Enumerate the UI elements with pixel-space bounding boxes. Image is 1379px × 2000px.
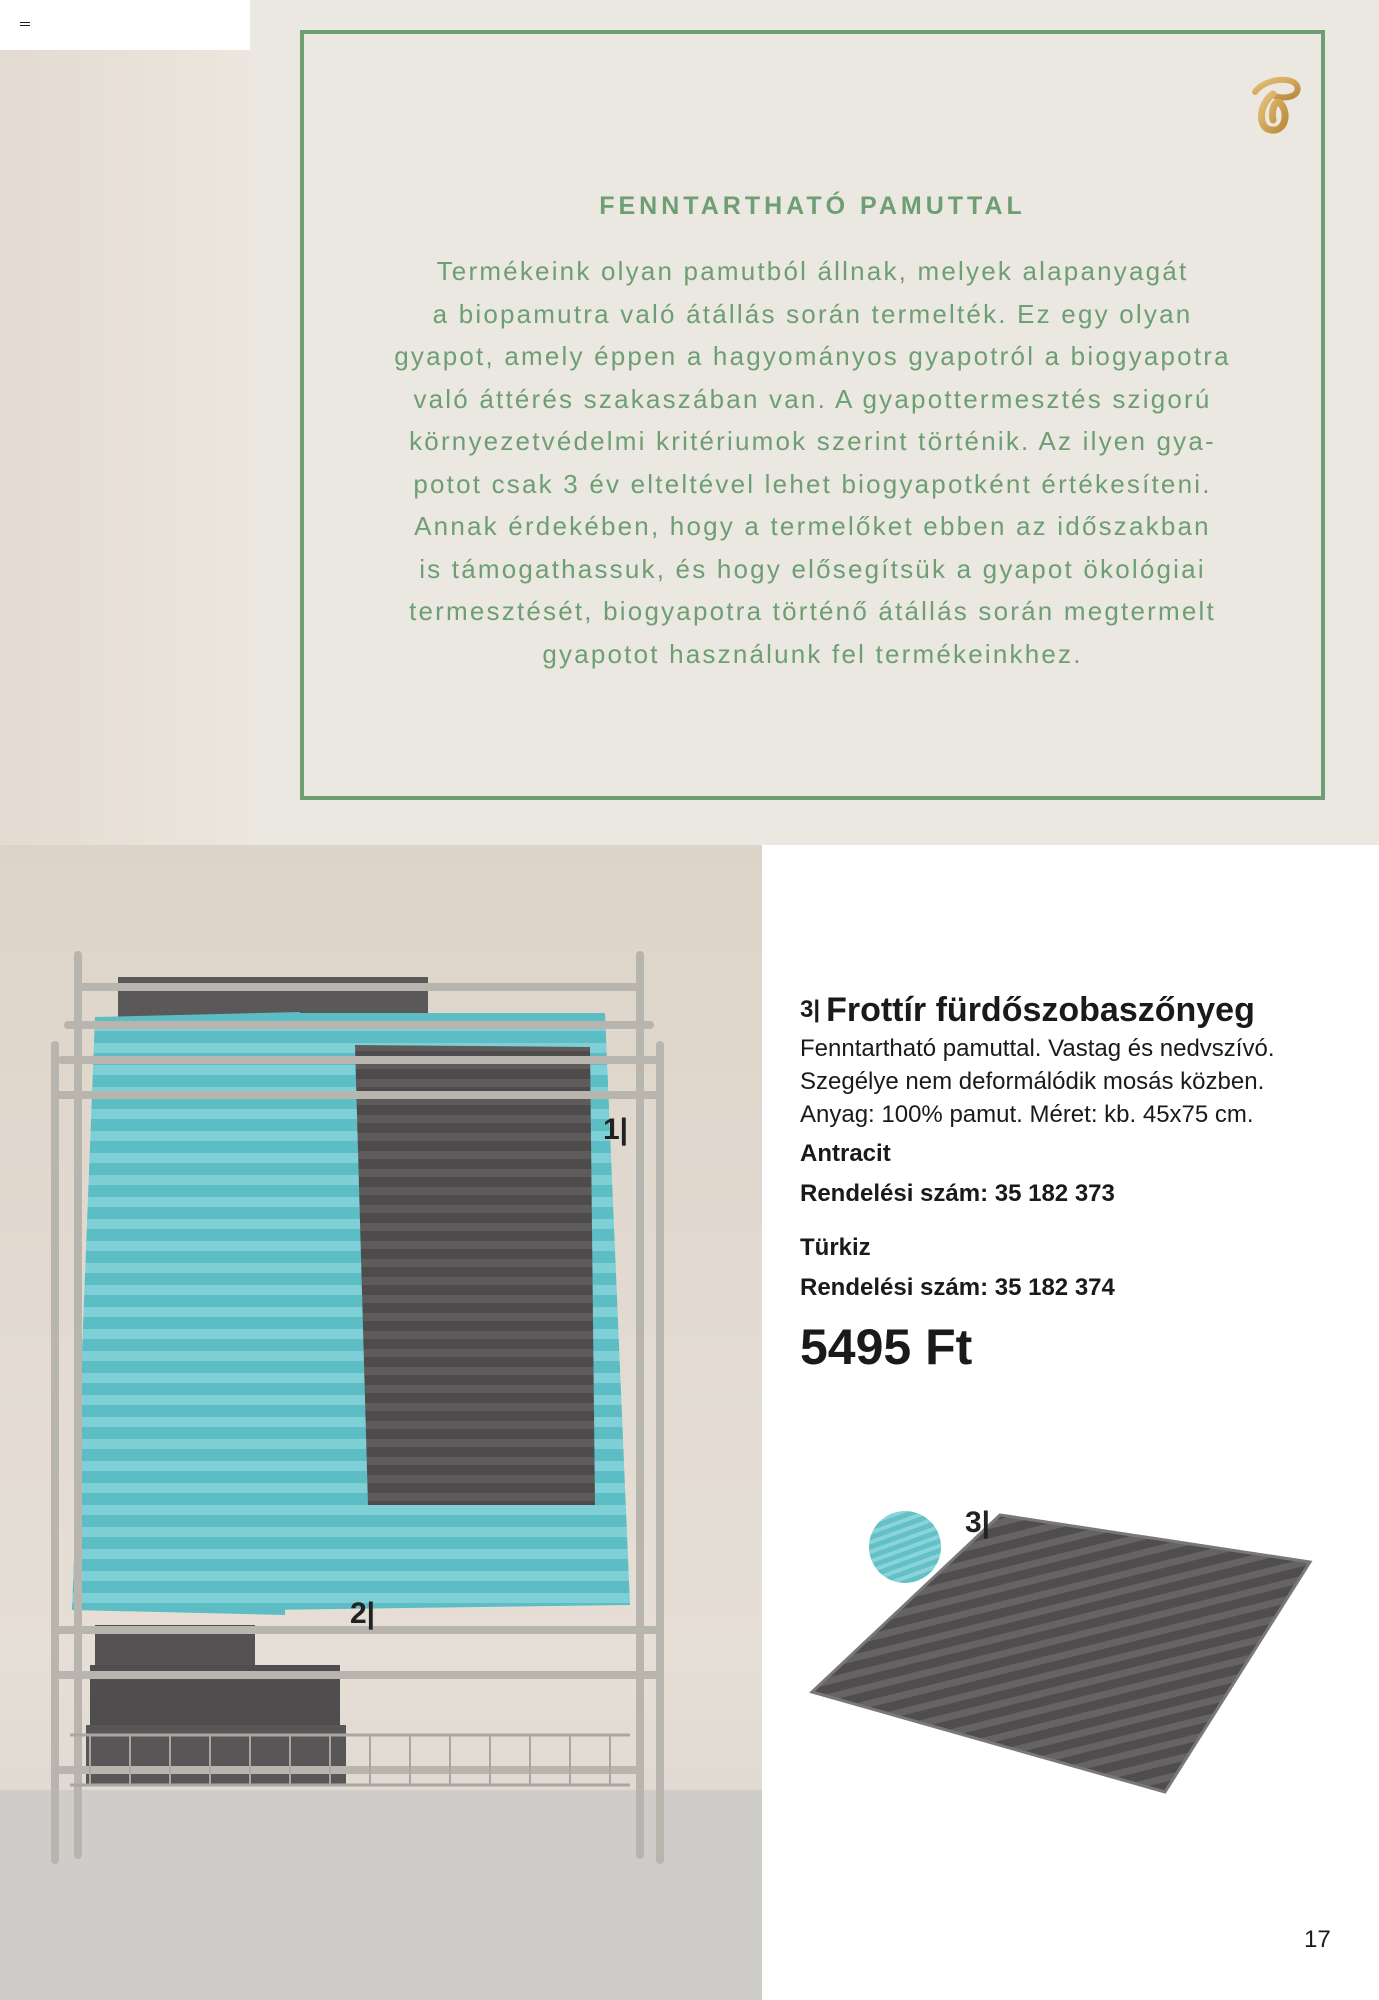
- variant-color: Antracit: [800, 1140, 891, 1167]
- variant-color: Türkiz: [800, 1234, 871, 1261]
- info-line: termesztését, biogyapotra történő átállás során megtermelt: [409, 596, 1216, 626]
- info-line: környezetvédelmi kritériumok szerint történik. Az ilyen gya-: [409, 426, 1216, 456]
- product-number: 3|: [800, 996, 821, 1023]
- info-line: a biopamutra való átállás során termelték. Ez egy olyan: [432, 298, 1193, 329]
- top-strip: [0, 0, 250, 50]
- info-line: Termékeink olyan pamutból állnak, melyek alapanyagát: [436, 256, 1189, 286]
- desc-line: Anyag: 100% pamut. Méret: kb. 45x75 cm.: [800, 1101, 1254, 1128]
- bath-mat-image: [800, 1470, 1340, 1820]
- info-body: [340, 250, 1285, 675]
- product-price: 5495 Ft: [800, 1319, 973, 1375]
- desc-line: Fenntartható pamuttal. Vastag és nedvszívó.: [800, 1035, 1275, 1062]
- info-line: gyapotot használunk fel termékeinkhez.: [542, 638, 1083, 669]
- bath-mat-illustration: [800, 1470, 1340, 1820]
- wall-background: [0, 50, 250, 845]
- callout-2: 2|: [350, 1597, 376, 1630]
- product-name: Frottír fürdőszobaszőnyeg: [826, 991, 1255, 1029]
- info-line: Annak érdekében, hogy a termelőket ebben az időszakban: [414, 511, 1211, 541]
- towel-rack-illustration: [0, 845, 762, 2000]
- info-line: potot csak 3 év elteltével lehet biogyapotként értékesíteni.: [413, 468, 1212, 499]
- desc-line: Szegélye nem deformálódik mosás közben.: [800, 1068, 1265, 1095]
- info-line: való áttérés szakaszában van. A gyapottermesztés szigorú: [413, 383, 1212, 414]
- variant-order-number: Rendelési szám: 35 182 374: [800, 1274, 1115, 1301]
- menu-icon[interactable]: [20, 22, 30, 28]
- product-block: [800, 990, 1360, 1377]
- info-line: is támogathassuk, és hogy elősegítsük a gyapot ökológiai: [419, 553, 1206, 584]
- callout-3: 3|: [965, 1506, 991, 1539]
- page-number: 17: [1304, 1926, 1331, 1953]
- variant-order-number: Rendelési szám: 35 182 373: [800, 1180, 1115, 1207]
- callout-1: 1|: [603, 1113, 629, 1146]
- towel-rack-photo: [0, 845, 762, 2000]
- product-description: [800, 1032, 1360, 1131]
- turquoise-swatch: [869, 1511, 941, 1583]
- tchibo-bean-icon: [1245, 70, 1305, 140]
- product-heading: [800, 990, 1360, 1030]
- info-line: gyapot, amely éppen a hagyományos gyapotról a biogyapotra: [394, 341, 1231, 371]
- info-title: FENNTARTHATÓ PAMUTTAL: [599, 192, 1026, 220]
